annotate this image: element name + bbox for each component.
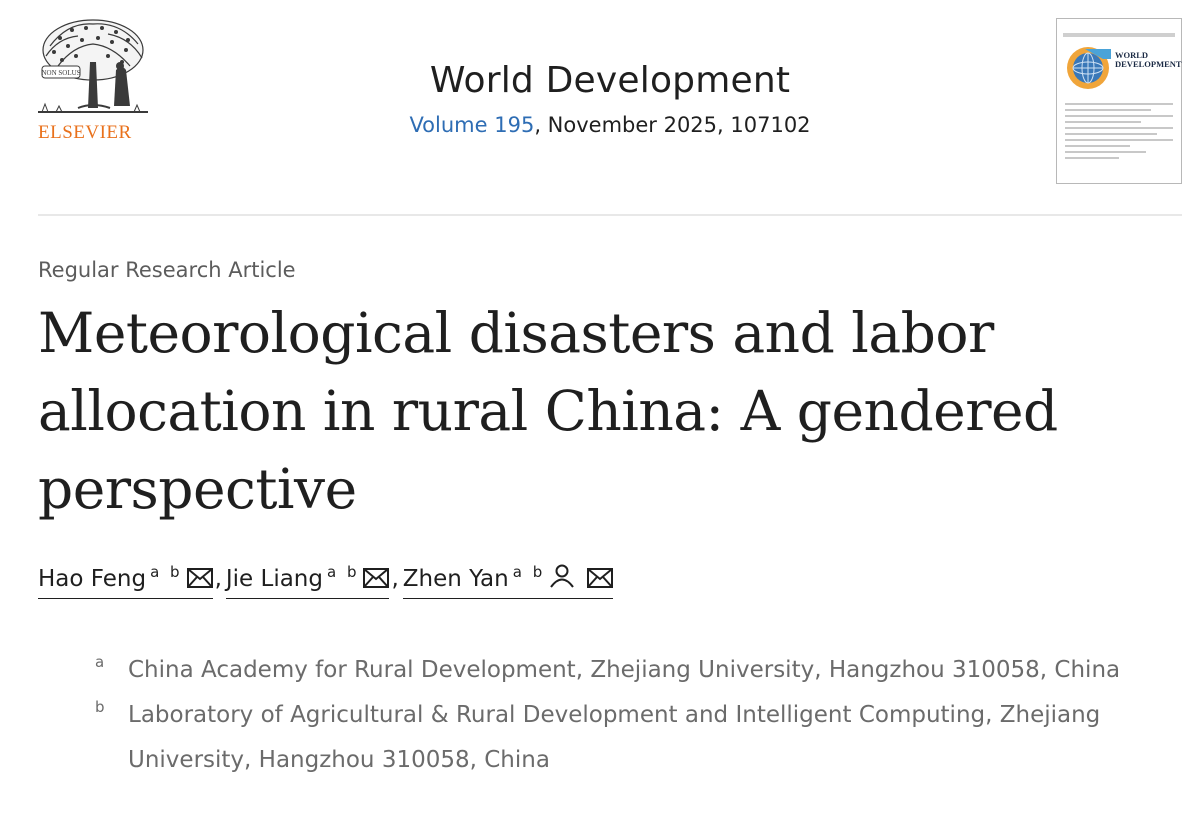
cover-title: WORLD DEVELOPMENT (1115, 50, 1182, 69)
affiliation-item (95, 693, 1155, 783)
person-icon[interactable] (549, 564, 575, 594)
author-separator: , (214, 566, 222, 592)
author-separator: , (391, 566, 399, 592)
mail-icon[interactable] (363, 568, 389, 594)
affiliation-refs[interactable]: a b (327, 563, 360, 581)
mail-icon[interactable] (587, 568, 613, 594)
author-name: Zhen Yan (402, 566, 509, 592)
elsevier-logo[interactable] (38, 16, 148, 144)
svg-text:NON SOLUS: NON SOLUS (41, 69, 81, 77)
affiliation-refs[interactable]: a b (150, 563, 183, 581)
article-header (38, 14, 1182, 186)
author-name: Jie Liang (225, 566, 323, 592)
author-link[interactable] (403, 563, 613, 599)
volume-link[interactable]: Volume 195 (409, 113, 535, 137)
journal-cover-thumbnail[interactable] (1056, 18, 1182, 184)
globe-icon (1065, 45, 1111, 95)
elsevier-wordmark: ELSEVIER (38, 122, 132, 143)
article-title: Meteorological disasters and labor allocation in rural China: A gendered perspective (38, 301, 1058, 521)
affiliation-text: Laboratory of Agricultural & Rural Development and Intelligent Computing, Zhejiang University, Hangzhou 310058, China (128, 702, 1101, 773)
affiliation-item (95, 648, 1155, 693)
issue-details: , November 2025, 107102 (534, 113, 811, 137)
author-link[interactable] (226, 563, 390, 599)
elsevier-tree-icon (38, 16, 148, 120)
header-divider (38, 214, 1182, 216)
affiliation-refs[interactable]: a b (512, 563, 546, 581)
affiliation-mark: b (95, 698, 105, 716)
journal-info (368, 60, 852, 137)
journal-title-link[interactable]: World Development (429, 60, 791, 101)
mail-icon[interactable] (187, 568, 213, 594)
article-type: Regular Research Article (38, 258, 296, 282)
affiliation-text: China Academy for Rural Development, Zhejiang University, Hangzhou 310058, China (128, 657, 1121, 683)
author-link[interactable] (38, 563, 213, 599)
author-list (38, 563, 613, 599)
journal-issue-info (368, 113, 852, 137)
affiliation-mark: a (95, 653, 105, 671)
affiliation-list (95, 648, 1155, 783)
author-name: Hao Feng (38, 566, 147, 592)
cover-contents (1065, 103, 1173, 163)
